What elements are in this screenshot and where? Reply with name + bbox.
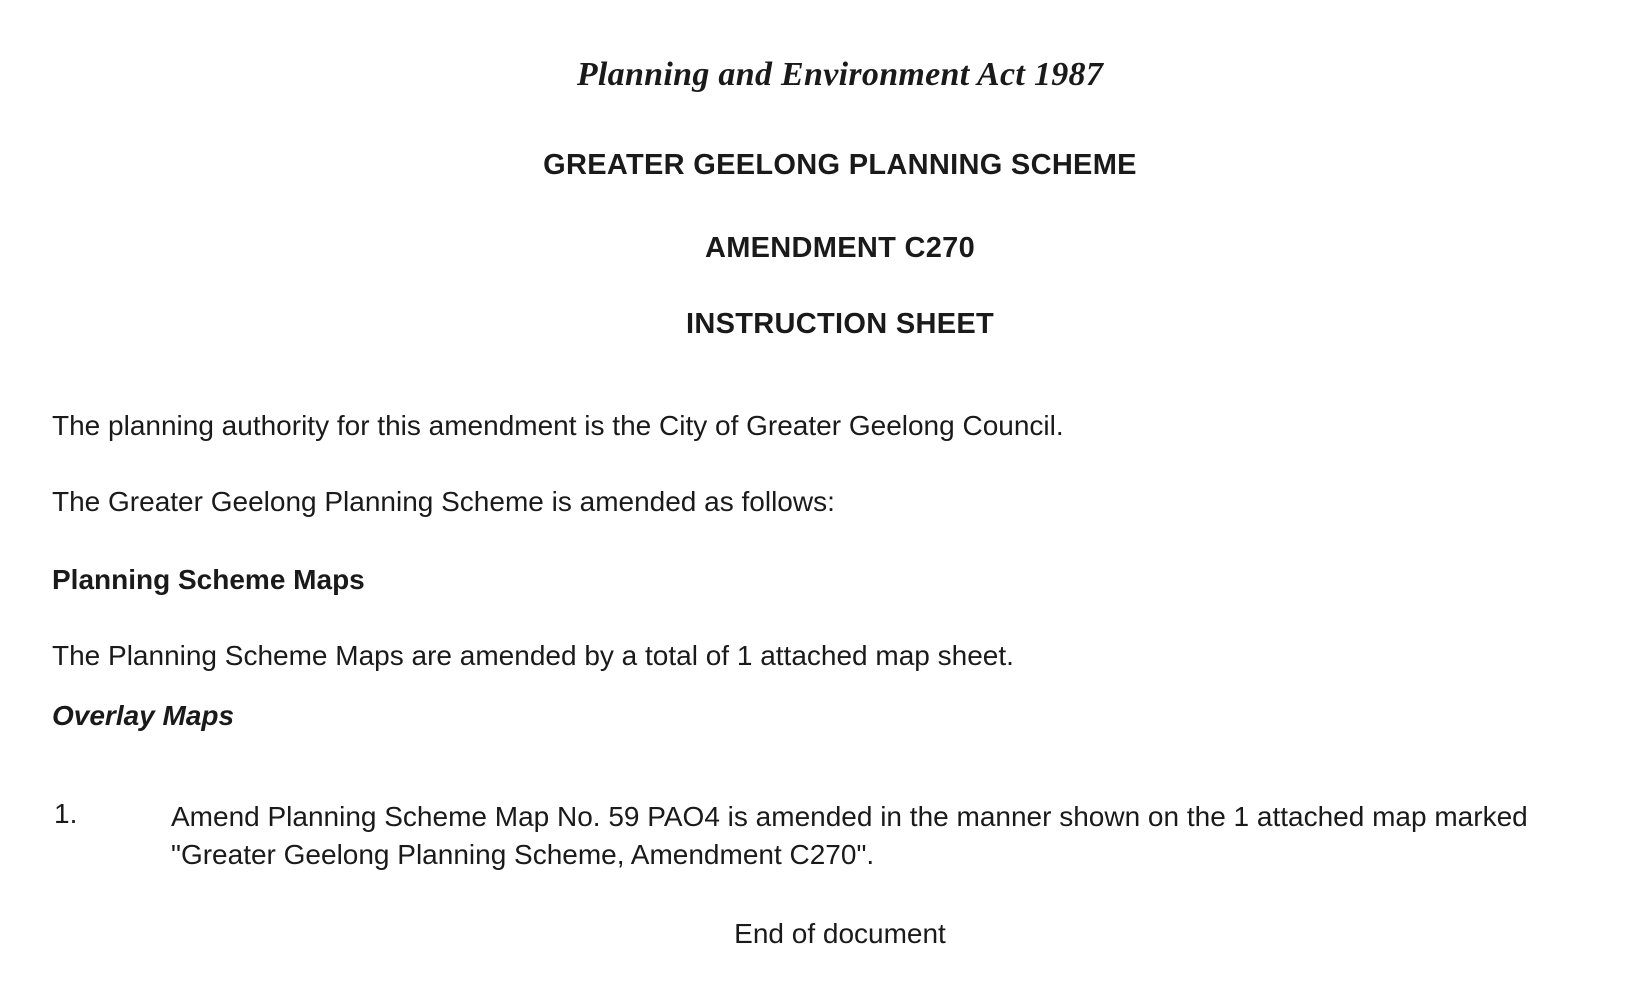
planning-scheme-maps-heading: Planning Scheme Maps [52,564,365,595]
list-item-number: 1. [54,798,78,829]
planning-scheme-heading: GREATER GEELONG PLANNING SCHEME [543,149,1137,181]
maps-amended-paragraph: The Planning Scheme Maps are amended by a total of 1 attached map sheet. [52,640,1014,671]
list-item-text: Amend Planning Scheme Map No. 59 PAO4 is amended in the manner shown on the 1 attached map marked "Greater Geelong Planning Scheme, Amendment C270". [171,801,1528,870]
amended-as-follows-paragraph: The Greater Geelong Planning Scheme is amended as follows: [52,486,835,517]
amendment-heading: AMENDMENT C270 [704,232,976,264]
end-of-document-text: End of document [734,918,946,949]
act-title: Planning and Environment Act 1987 [576,56,1104,93]
overlay-maps-heading: Overlay Maps [52,700,235,731]
instruction-sheet-heading: INSTRUCTION SHEET [686,308,994,340]
planning-authority-paragraph: The planning authority for this amendment is the City of Greater Geelong Council. [52,410,1064,441]
